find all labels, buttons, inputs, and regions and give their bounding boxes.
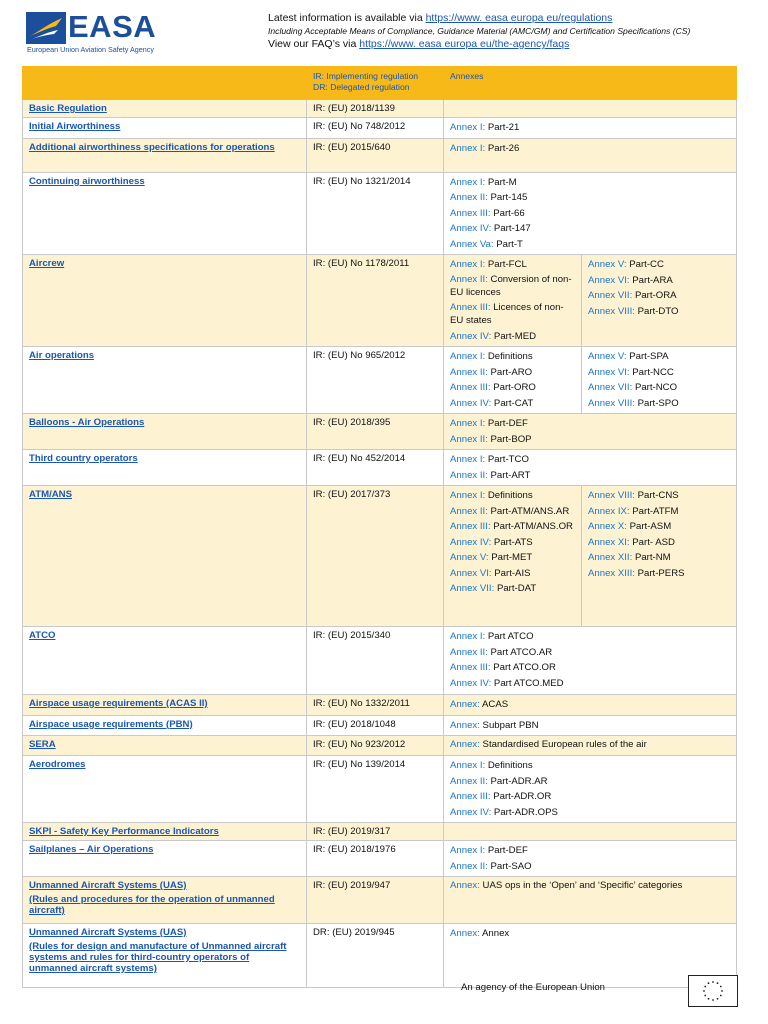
eu-star-icon	[708, 998, 710, 1000]
annex-cell	[444, 255, 582, 347]
annex-part: Part-DAT	[496, 583, 537, 594]
annex-cell	[444, 100, 737, 118]
annex-label: Annex II:	[450, 860, 491, 872]
annex-entry	[588, 304, 730, 320]
regulation-number-cell: IR: (EU) 2015/640	[307, 138, 444, 172]
regulation-number-cell: IR: (EU) No 1332/2011	[307, 695, 444, 716]
regulation-link[interactable]: Airspace usage requirements (ACAS II)	[29, 698, 208, 709]
annex-entry	[450, 789, 730, 805]
annex-label: Annex VIII:	[588, 305, 638, 317]
regulation-name-cell	[23, 172, 307, 255]
annex-part: Part-AIS	[494, 567, 531, 579]
annex-label: Annex VI:	[450, 567, 495, 579]
table-row	[23, 877, 737, 924]
annex-part: Part-MED	[493, 330, 537, 342]
eu-star-icon	[720, 995, 722, 997]
dr-legend: DR: Delegated regulation	[313, 82, 410, 92]
regulations-table	[22, 66, 737, 988]
annex-part: Part-ATM/ANS.OR	[493, 521, 573, 532]
regulation-name-cell	[23, 486, 307, 627]
annex-entry	[450, 629, 730, 645]
annex-entry	[450, 660, 730, 676]
header-cell-regulation	[307, 67, 444, 100]
easa-logo	[26, 9, 157, 58]
regulation-name-cell	[23, 138, 307, 172]
regulation-name-cell	[23, 100, 307, 118]
annex-label: Annex II:	[450, 775, 491, 787]
annex-label: Annex II:	[450, 505, 491, 517]
annex-label: Annex II:	[450, 192, 491, 203]
annex-label: Annex IV:	[450, 397, 494, 409]
annex-part: Part-ORA	[634, 290, 677, 301]
eu-star-icon	[712, 981, 714, 983]
annex-label: Annex X:	[588, 521, 630, 532]
annex-entry	[450, 141, 730, 157]
annex-entry	[588, 488, 730, 504]
annex-entry	[450, 566, 575, 582]
annex-entry	[450, 676, 730, 692]
annex-part: Subpart PBN	[482, 719, 539, 731]
faq-link[interactable]: https://www. easa europa eu/the-agency/faqs	[359, 38, 570, 50]
annex-label: Annex VIII:	[588, 490, 638, 501]
annex-label: Annex IV:	[450, 223, 494, 234]
annex-part: Part-145	[490, 192, 528, 203]
annex-label: Annex I:	[450, 760, 488, 771]
regulation-link[interactable]: Aerodromes	[29, 759, 86, 770]
regulation-link[interactable]: Third country operators	[29, 453, 138, 464]
annex-part: Part-PERS	[637, 567, 685, 579]
header-cell-annexes	[444, 67, 737, 100]
annex-entry	[450, 329, 575, 345]
header-line-amc: Including Acceptable Means of Compliance, Guidance Material (AMC/GM) and Certification Specifications (CS)	[268, 26, 691, 36]
annex-part: Part-NCC	[632, 366, 674, 378]
annex-entry	[450, 365, 575, 381]
regulation-name-cell	[23, 627, 307, 695]
annexes-heading: Annexes	[450, 71, 484, 81]
table-row	[23, 841, 737, 877]
eu-flag-icon	[688, 975, 738, 1007]
annex-label: Annex XIII:	[588, 567, 638, 579]
table-header-row	[23, 67, 737, 100]
regulation-name-cell	[23, 877, 307, 924]
annex-part: Part-ATS	[493, 536, 533, 548]
table-row	[23, 255, 737, 347]
annex-part: Part-ADR.OPS	[493, 806, 558, 818]
regulation-number-cell: IR: (EU) 2017/373	[307, 486, 444, 627]
header-line-faq	[268, 38, 690, 51]
annex-entry	[450, 452, 730, 468]
agency-footer: An agency of the European Union	[461, 982, 606, 993]
annex-cell	[444, 877, 737, 924]
eu-star-icon	[720, 986, 722, 988]
annex-label: Annex V:	[588, 259, 630, 270]
annex-entry	[450, 926, 730, 942]
annex-label: Annex II:	[450, 366, 491, 378]
annex-label: Annex I:	[450, 176, 488, 188]
annex-part: Part-ASM	[629, 521, 672, 532]
regulation-name-cell	[23, 756, 307, 823]
annex-part: Part-ATM/ANS.AR	[490, 505, 570, 517]
annex-entry	[450, 738, 730, 751]
annex-label: Annex I:	[450, 351, 488, 362]
table-row	[23, 736, 737, 756]
annex-part: Licences of non-EU states	[450, 301, 564, 326]
regulation-number-cell: IR: (EU) 2018/1976	[307, 841, 444, 877]
annex-cell	[444, 627, 737, 695]
table-row	[23, 450, 737, 486]
regulation-link[interactable]: SERA	[29, 739, 56, 750]
regulation-number-cell: IR: (EU) No 1321/2014	[307, 172, 444, 255]
annex-label: Annex XI:	[588, 536, 633, 548]
annex-label: Annex I:	[450, 418, 488, 429]
annex-label: Annex II:	[450, 273, 491, 285]
annex-entry	[450, 805, 730, 821]
regulation-number-cell: IR: (EU) 2018/1048	[307, 715, 444, 736]
regulation-link[interactable]: Unmanned Aircraft Systems (UAS)	[29, 880, 187, 891]
regulation-name-cell	[23, 715, 307, 736]
annex-part: Part-ORO	[493, 382, 536, 393]
annex-entry	[450, 697, 730, 713]
annex-entry	[450, 550, 575, 566]
annex-label: Annex III:	[450, 662, 494, 673]
table-row	[23, 347, 737, 414]
eu-star-icon	[712, 999, 714, 1001]
annex-label: Annex II:	[450, 646, 491, 658]
annex-cell	[444, 736, 737, 756]
annex-part: Part ATCO.MED	[493, 677, 564, 689]
regulation-number-cell: IR: (EU) 2019/317	[307, 823, 444, 841]
regulation-name-cell	[23, 736, 307, 756]
regulation-link[interactable]: Initial Airworthiness	[29, 121, 121, 132]
annex-cell	[444, 172, 737, 255]
annex-entry	[588, 504, 730, 520]
regulation-link[interactable]: Balloons - Air Operations	[29, 417, 145, 428]
annex-entry	[588, 519, 730, 535]
annex-entry	[450, 581, 575, 597]
ir-legend: IR: Implementing regulation	[313, 71, 419, 81]
annex-part: Part-CAT	[493, 397, 534, 409]
annex-label: Annex I:	[450, 122, 488, 133]
annex-cell	[444, 138, 737, 172]
annex-label: Annex I:	[450, 490, 488, 501]
annex-label: Annex VIII:	[588, 397, 638, 409]
annex-part: Definitions	[487, 351, 533, 362]
eu-star-icon	[708, 982, 710, 984]
regulation-name-cell	[23, 255, 307, 347]
regulation-name-cell	[23, 841, 307, 877]
header-line1-prefix: Latest information is available via	[268, 12, 426, 24]
annex-cell	[444, 841, 737, 877]
annex-label: Annex III:	[450, 791, 494, 802]
regulation-number-cell: DR: (EU) 2019/945	[307, 924, 444, 988]
table-row	[23, 627, 737, 695]
annex-part: Part-CC	[629, 259, 664, 270]
annex-label: Annex I:	[450, 845, 488, 856]
annex-entry	[588, 380, 730, 396]
annex-part: Part-66	[493, 207, 525, 219]
annex-label: Annex VI:	[588, 366, 633, 378]
regulation-number-cell: IR: (EU) No 748/2012	[307, 118, 444, 139]
annex-cell	[582, 486, 737, 627]
table-row	[23, 695, 737, 716]
annex-part: Part- ASD	[632, 536, 675, 548]
annex-part: Part-SAO	[490, 860, 532, 872]
regulation-link[interactable]: Continuing airworthiness	[29, 175, 145, 187]
table-row	[23, 172, 737, 255]
annex-entry	[450, 432, 730, 448]
regulation-name-cell	[23, 414, 307, 450]
easa-tagline: European Union Aviation Safety Agency	[27, 45, 154, 54]
annex-entry	[450, 349, 575, 365]
annex-entry	[588, 257, 730, 273]
regulation-name-cell	[23, 118, 307, 139]
annex-label: Annex I:	[450, 142, 488, 154]
eu-star-icon	[704, 995, 706, 997]
regulation-number-cell: IR: (EU) 2018/395	[307, 414, 444, 450]
eu-star-icon	[721, 990, 723, 992]
annex-label: Annex XII:	[588, 552, 635, 563]
annex-entry	[588, 535, 730, 551]
annex-part: Part-147	[493, 223, 531, 234]
regulation-number-cell: IR: (EU) No 452/2014	[307, 450, 444, 486]
annex-entry	[450, 504, 575, 520]
annex-label: Annex I:	[450, 631, 488, 642]
annex-entry	[450, 237, 730, 253]
annex-part: Part-ARA	[632, 274, 673, 286]
table-row	[23, 100, 737, 118]
header-cell-name	[23, 67, 307, 100]
annex-part: Part-NCO	[634, 382, 678, 393]
annex-label: Annex:	[450, 928, 483, 939]
regulation-number-cell: IR: (EU) No 965/2012	[307, 347, 444, 414]
annex-entry	[450, 718, 730, 734]
annex-part: Definitions	[487, 490, 533, 501]
regulation-number-cell: IR: (EU) No 139/2014	[307, 756, 444, 823]
regulation-subtitle-link[interactable]: (Rules for design and manufacture of Unmanned aircraft systems and rules for third-country operators of unmanned aircraft systems)	[29, 941, 287, 974]
annex-label: Annex VII:	[450, 583, 497, 594]
regulation-link[interactable]: SKPI - Safety Key Performance Indicators	[29, 826, 219, 837]
annex-label: Annex V:	[588, 351, 630, 362]
regulation-link[interactable]: Sailplanes – Air Operations	[29, 844, 154, 855]
annex-entry	[450, 758, 730, 774]
annex-entry	[588, 365, 730, 381]
annex-label: Annex:	[450, 739, 483, 750]
header-line-latest	[268, 12, 690, 25]
annex-part: Standardised European rules of the air	[482, 739, 647, 750]
annex-cell	[444, 118, 737, 139]
annex-entry	[450, 645, 730, 661]
annex-label: Annex IX:	[588, 505, 633, 517]
annex-part: Part-26	[487, 142, 520, 154]
annex-part: Part-21	[487, 122, 520, 133]
annex-entry	[450, 859, 730, 875]
header-info	[268, 12, 690, 51]
annex-entry	[450, 535, 575, 551]
annex-cell	[444, 695, 737, 716]
annex-part: Part-ADR.AR	[490, 775, 548, 787]
annex-cell	[444, 414, 737, 450]
annex-entry	[450, 273, 575, 299]
table-row	[23, 715, 737, 736]
regulation-name-cell	[23, 924, 307, 988]
annex-part: Part-BOP	[490, 433, 532, 445]
annex-part: Part-DEF	[487, 845, 528, 856]
regulation-link[interactable]: Basic Regulation	[29, 103, 107, 114]
regulation-number-cell: IR: (EU) 2019/947	[307, 877, 444, 924]
annex-part: Part-FCL	[487, 259, 527, 270]
annex-label: Annex:	[450, 880, 483, 891]
annex-label: Annex Va:	[450, 238, 497, 250]
annex-entry	[450, 416, 730, 432]
annex-label: Annex II:	[450, 433, 491, 445]
annex-label: Annex VI:	[588, 274, 633, 286]
annex-part: Part-SPO	[637, 397, 679, 409]
annex-cell	[444, 347, 582, 414]
annex-part: Part-M	[487, 176, 517, 188]
annex-entry	[450, 175, 730, 191]
regulation-name-cell	[23, 347, 307, 414]
table-row	[23, 138, 737, 172]
annex-label: Annex I:	[450, 259, 488, 270]
regulation-link[interactable]: Aircrew	[29, 258, 65, 269]
eu-star-icon	[717, 998, 719, 1000]
annex-part: Part-NM	[634, 552, 671, 563]
annex-part: Part-CNS	[637, 490, 679, 501]
annex-part: UAS ops in the ‘Open’ and ‘Specific’ categories	[482, 880, 683, 891]
annex-part: Part ATCO.OR	[493, 662, 556, 673]
annex-label: Annex III:	[450, 382, 494, 393]
annex-entry	[588, 288, 730, 304]
annex-label: Annex III:	[450, 207, 494, 219]
annex-cell	[444, 756, 737, 823]
annex-part: Part-ARO	[490, 366, 533, 378]
annex-part: Part-ART	[490, 469, 531, 481]
annex-part: Part-ADR.OR	[493, 791, 552, 802]
annex-label: Annex II:	[450, 469, 491, 481]
regulation-link[interactable]: ATM/ANS	[29, 489, 72, 500]
regulations-link[interactable]: https://www. easa europa eu/regulations	[425, 12, 613, 24]
annex-entry	[588, 566, 730, 582]
annex-entry	[450, 519, 575, 535]
annex-part: Definitions	[487, 760, 533, 771]
annex-entry	[450, 396, 575, 412]
annex-part: Annex	[482, 928, 510, 939]
annex-label: Annex:	[450, 719, 483, 731]
annex-cell	[582, 347, 737, 414]
annex-entry	[450, 488, 575, 504]
annex-label: Annex III:	[450, 521, 494, 532]
annex-entry	[450, 380, 575, 396]
regulation-name-cell	[23, 450, 307, 486]
annex-part: Conversion of non-EU licences	[450, 273, 572, 298]
annex-entry	[450, 190, 730, 206]
regulation-number-cell: IR: (EU) 2018/1139	[307, 100, 444, 118]
annex-cell	[444, 450, 737, 486]
annex-entry	[450, 879, 730, 892]
eu-star-icon	[704, 986, 706, 988]
regulation-name-cell	[23, 823, 307, 841]
annex-entry	[588, 550, 730, 566]
annex-label: Annex IV:	[450, 806, 494, 818]
annex-label: Annex I:	[450, 454, 488, 465]
annex-part: Part-T	[496, 238, 523, 250]
annex-entry	[450, 468, 730, 484]
annex-cell	[582, 255, 737, 347]
regulation-number-cell: IR: (EU) No 923/2012	[307, 736, 444, 756]
annex-entry	[450, 206, 730, 222]
table-row	[23, 486, 737, 627]
regulation-link[interactable]: ATCO	[29, 630, 56, 641]
annex-part: Part-TCO	[487, 454, 529, 465]
annex-entry	[450, 257, 575, 273]
annex-cell	[444, 715, 737, 736]
annex-entry	[588, 273, 730, 289]
table-row	[23, 414, 737, 450]
annex-entry	[450, 843, 730, 859]
annex-entry	[588, 396, 730, 412]
annex-label: Annex:	[450, 699, 483, 710]
regulation-link[interactable]: Additional airworthiness specifications for operations	[29, 141, 275, 153]
annex-part: Part ATCO	[487, 631, 534, 642]
easa-wordmark: EASA	[68, 9, 157, 44]
annex-cell	[444, 486, 582, 627]
regulation-link[interactable]: Airspace usage requirements (PBN)	[29, 718, 193, 730]
regulation-subtitle-link[interactable]: (Rules and procedures for the operation of unmanned aircraft)	[29, 894, 275, 916]
table-row	[23, 823, 737, 841]
easa-emblem-icon	[26, 12, 66, 44]
annex-label: Annex IV:	[450, 536, 494, 548]
eu-star-icon	[717, 982, 719, 984]
annex-part: ACAS	[482, 699, 509, 710]
annex-entry	[450, 774, 730, 790]
annex-entry	[450, 221, 730, 237]
annex-entry	[588, 349, 730, 365]
annex-part: Part-MET	[491, 552, 533, 563]
annex-label: Annex VII:	[588, 290, 635, 301]
annex-part: Part ATCO.AR	[490, 646, 553, 658]
annex-label: Annex VII:	[588, 382, 635, 393]
table-row	[23, 924, 737, 988]
annex-entry	[450, 301, 575, 327]
eu-star-icon	[703, 990, 705, 992]
annex-entry	[450, 120, 730, 136]
annex-part: Part-DTO	[637, 305, 679, 317]
annex-part: Part-SPA	[629, 351, 669, 362]
annex-label: Annex III:	[450, 301, 494, 313]
annex-part: Part-ATFM	[632, 505, 679, 517]
annex-label: Annex IV:	[450, 677, 494, 689]
regulation-number-cell: IR: (EU) No 1178/2011	[307, 255, 444, 347]
regulation-link[interactable]: Unmanned Aircraft Systems (UAS)	[29, 927, 187, 938]
header-line3-prefix: View our FAQ’s via	[268, 38, 360, 50]
table-row	[23, 756, 737, 823]
table-row	[23, 118, 737, 139]
regulation-number-cell: IR: (EU) 2015/340	[307, 627, 444, 695]
annex-part: Part-DEF	[487, 418, 528, 429]
regulation-link[interactable]: Air operations	[29, 350, 95, 361]
regulation-name-cell	[23, 695, 307, 716]
annex-label: Annex IV:	[450, 330, 494, 342]
annex-label: Annex V:	[450, 552, 492, 563]
annex-cell	[444, 823, 737, 841]
